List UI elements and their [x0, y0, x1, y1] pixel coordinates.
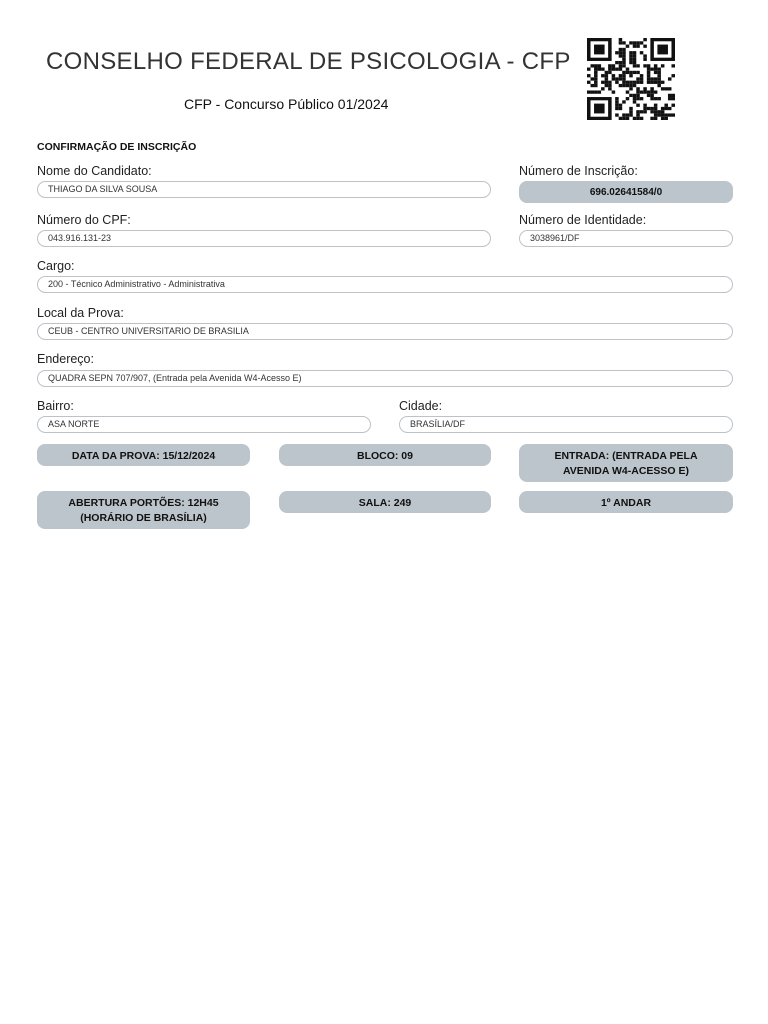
gate-opening-line-2: (HORÁRIO DE BRASÍLIA) — [80, 512, 207, 524]
cargo-label: Cargo: — [37, 259, 75, 273]
gate-opening-badge — [37, 491, 250, 529]
cidade-label: Cidade: — [399, 399, 443, 413]
inscricao-field: 696.02641584/0 — [519, 181, 733, 203]
section-title: CONFIRMAÇÃO DE INSCRIÇÃO — [37, 141, 197, 153]
cpf-label: Número do CPF: — [37, 213, 131, 227]
endereco-label: Endereço: — [37, 352, 94, 366]
cpf-field: 043.916.131-23 — [37, 230, 491, 247]
cargo-field: 200 - Técnico Administrativo - Administrativa — [37, 276, 733, 293]
floor-badge: 1º ANDAR — [519, 491, 733, 513]
nome-field: THIAGO DA SILVA SOUSA — [37, 181, 491, 198]
exam-date-badge: DATA DA PROVA: 15/12/2024 — [37, 444, 250, 466]
entrance-line-2: AVENIDA W4-ACESSO E) — [562, 465, 689, 477]
entrance-line-1: ENTRADA: (ENTRADA PELA — [554, 450, 698, 462]
room-badge: SALA: 249 — [279, 491, 491, 513]
gate-opening-line-1: ABERTURA PORTÕES: 12H45 — [68, 497, 219, 509]
local-label: Local da Prova: — [37, 306, 124, 320]
page-title: CONSELHO FEDERAL DE PSICOLOGIA - CFP — [46, 48, 571, 75]
qr-code-icon — [587, 38, 675, 120]
endereco-field: QUADRA SEPN 707/907, (Entrada pela Avenida W4-Acesso E) — [37, 370, 733, 387]
identidade-field: 3038961/DF — [519, 230, 733, 247]
exam-subtitle: CFP - Concurso Público 01/2024 — [184, 96, 389, 112]
identidade-label: Número de Identidade: — [519, 213, 647, 227]
bairro-label: Bairro: — [37, 399, 74, 413]
inscricao-label: Número de Inscrição: — [519, 164, 638, 178]
cidade-field: BRASÍLIA/DF — [399, 416, 733, 433]
bairro-field: ASA NORTE — [37, 416, 371, 433]
entrance-badge — [519, 444, 733, 482]
local-field: CEUB - CENTRO UNIVERSITARIO DE BRASILIA — [37, 323, 733, 340]
nome-label: Nome do Candidato: — [37, 164, 152, 178]
block-badge: BLOCO: 09 — [279, 444, 491, 466]
